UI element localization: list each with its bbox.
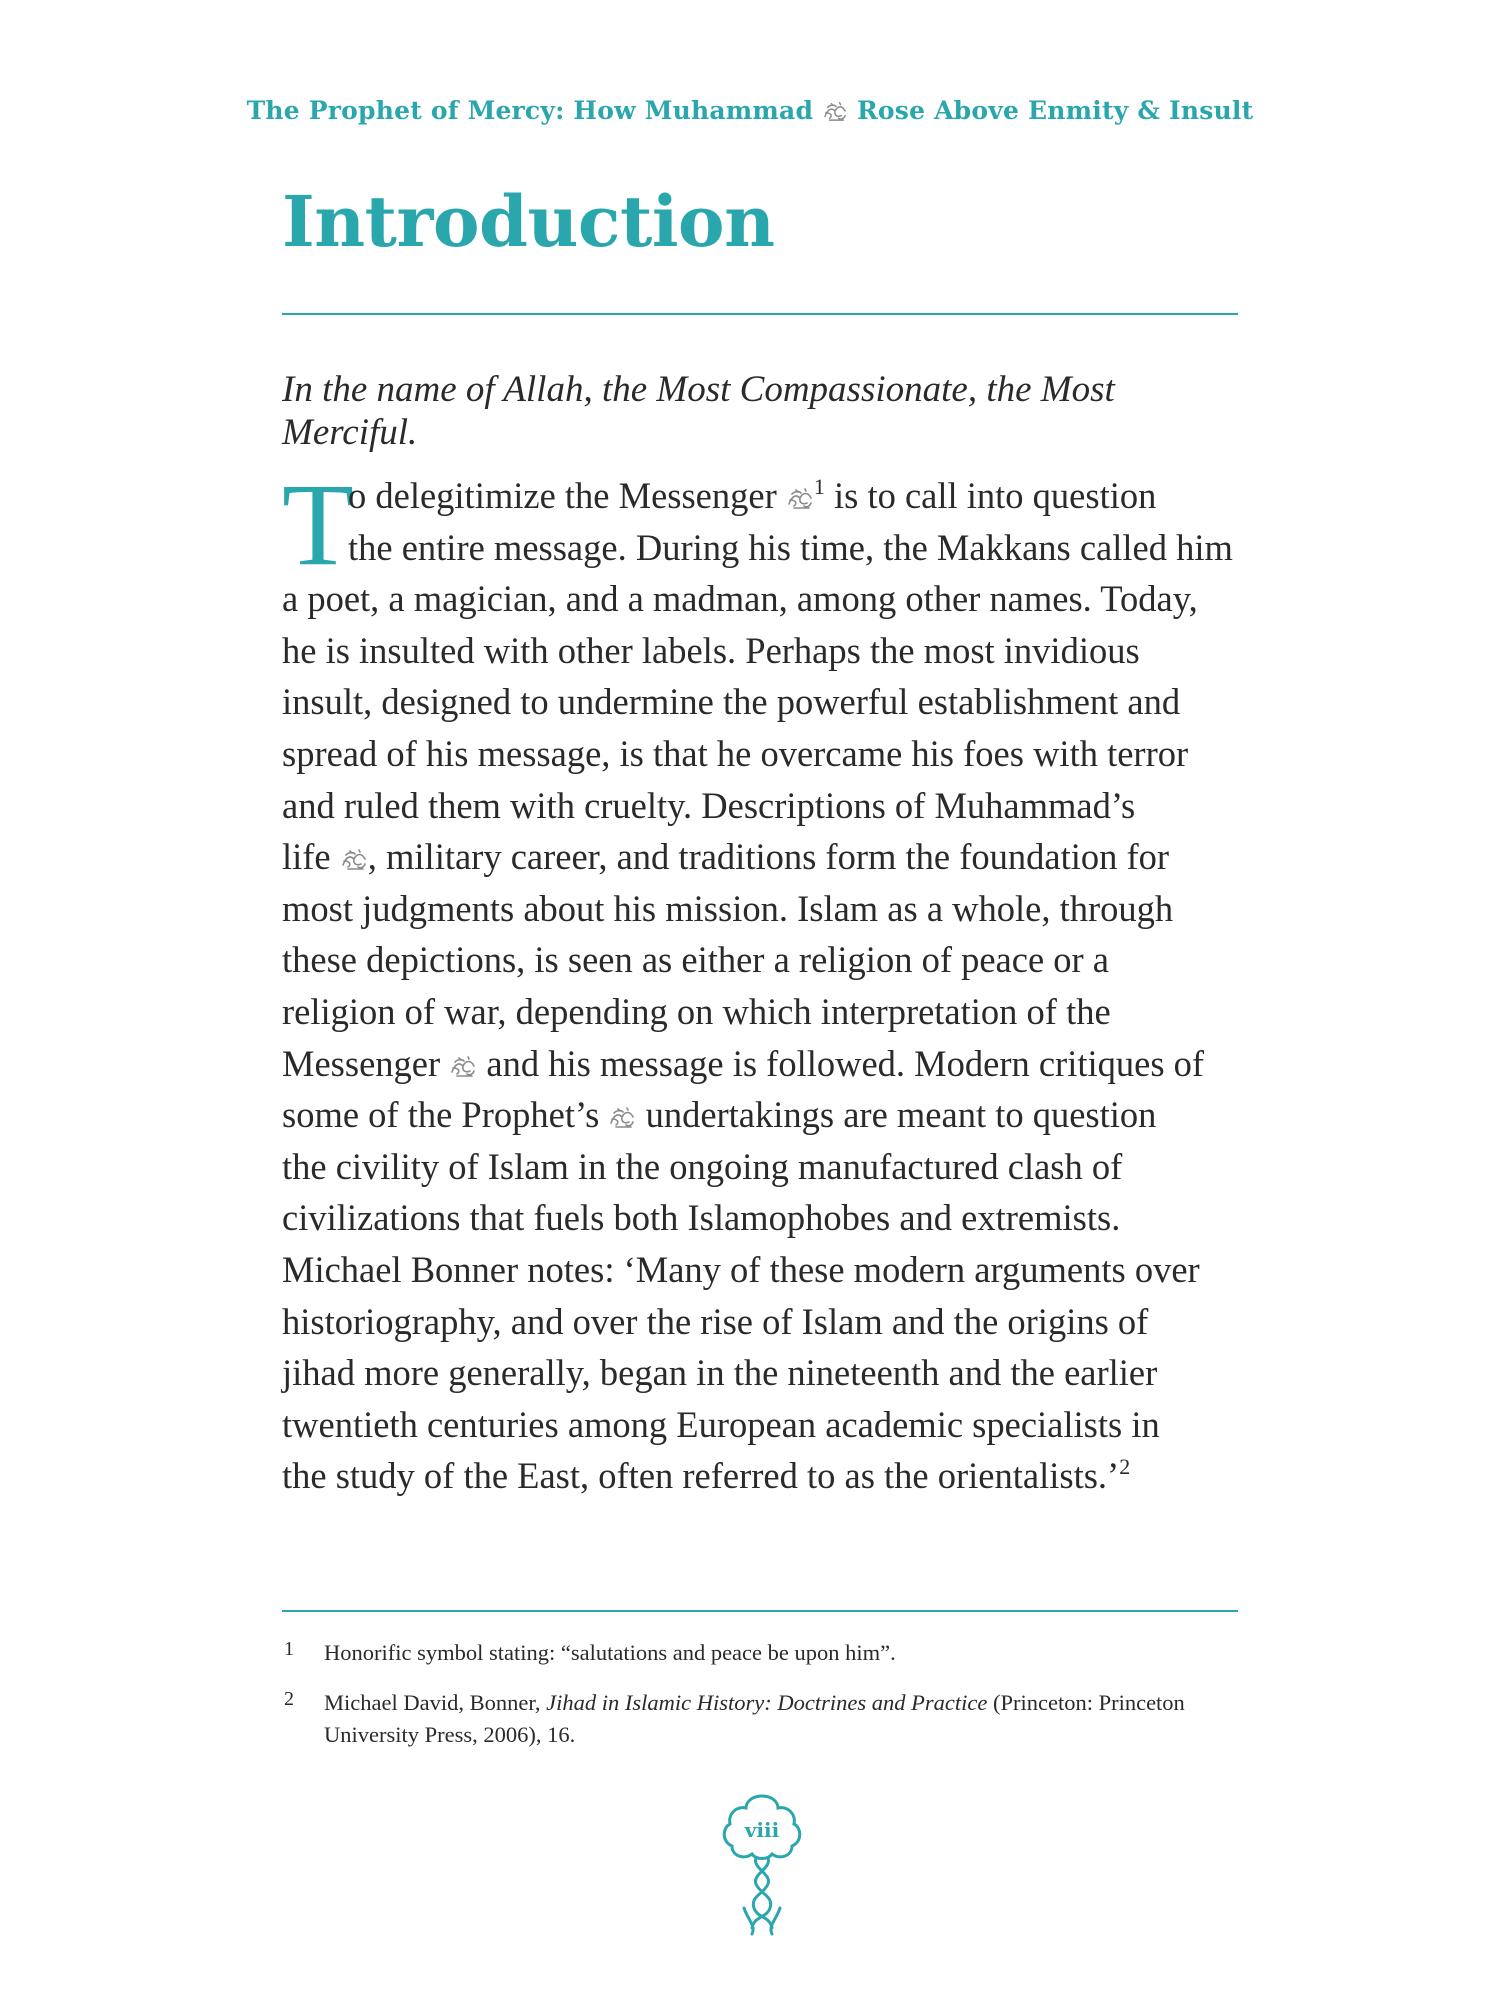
body-line: he is insulted with other labels. Perhaps the most invidious [282,629,1140,671]
honorific-icon [786,486,814,510]
page-number-ornament [716,1788,808,1938]
page-number: viii [744,1818,780,1842]
honorific-icon [449,1054,477,1078]
body-line: civilizations that fuels both Islamophobes and extremists. [282,1197,1121,1239]
body-line: Michael Bonner notes: ‘Many of these modern arguments over [282,1248,1200,1290]
citation-title: Jihad in Islamic History: Doctrines and Practice [546,1690,988,1715]
body-paragraph [282,459,1242,1502]
body-line: twentieth centuries among European academic specialists in [282,1403,1160,1445]
body-line: insult, designed to undermine the powerful establishment and [282,681,1181,723]
honorific-icon [822,100,848,122]
title-divider [282,313,1238,315]
footnote-ref[interactable]: 2 [1119,1454,1131,1480]
footnote-text: Honorific symbol stating: “salutations and peace be upon him”. [324,1640,896,1665]
footnote-divider [282,1610,1238,1612]
running-header [0,96,1500,125]
body-line: some of the Prophet’s undertakings are meant to question [282,1094,1157,1136]
invocation: In the name of Allah, the Most Compassionate, the Most Merciful. [282,369,1115,453]
footnotes [282,1637,1242,1769]
body-line: religion of war, depending on which interpretation of the [282,990,1111,1032]
honorific-icon [608,1105,636,1129]
footnote-number: 2 [284,1688,294,1710]
body-line: life , military career, and traditions form the foundation for [282,836,1170,878]
body-line: historiography, and over the rise of Islam and the origins of [282,1300,1149,1342]
footnote-number: 1 [284,1638,294,1660]
drop-cap: T [282,459,355,590]
running-title-part2: Rose Above Enmity & Insult [856,96,1254,125]
body-line: most judgments about his mission. Islam as a whole, through [282,887,1174,929]
body-line: these depictions, is seen as either a religion of peace or a [282,939,1110,981]
body-line: Messenger and his message is followed. Modern critiques of [282,1042,1205,1084]
body-line: jihad more generally, began in the nineteenth and the earlier [282,1352,1158,1394]
footnote-text: Michael David, Bonner, Jihad in Islamic History: Doctrines and Practice (Princeton: Princeton University Press, 2006), 16. [324,1690,1185,1747]
body-line: the study of the East, often referred to as the orientalists.’$^2$ [282,1454,1131,1497]
honorific-icon [340,847,368,871]
running-title-part1: The Prophet of Mercy: How Muhammad [246,96,814,125]
body-line: spread of his message, is that he overcame his foes with terror [282,732,1189,774]
body-line: the civility of Islam in the ongoing manufactured clash of [282,1145,1123,1187]
footnote [282,1687,1242,1751]
footnote-ref[interactable]: 1 [813,474,825,499]
footnote [282,1637,1242,1669]
body-line: o delegitimize the Messenger $^1$ is to call into question [348,474,1157,516]
body-line: and ruled them with cruelty. Descriptions of Muhammad’s [282,784,1136,826]
tree-ornament-icon [716,1788,808,1938]
chapter-title: Introduction [282,180,775,263]
body-line: the entire message. During his time, the Makkans called him [348,526,1233,568]
body-line: a poet, a magician, and a madman, among other names. Today, [282,578,1198,620]
